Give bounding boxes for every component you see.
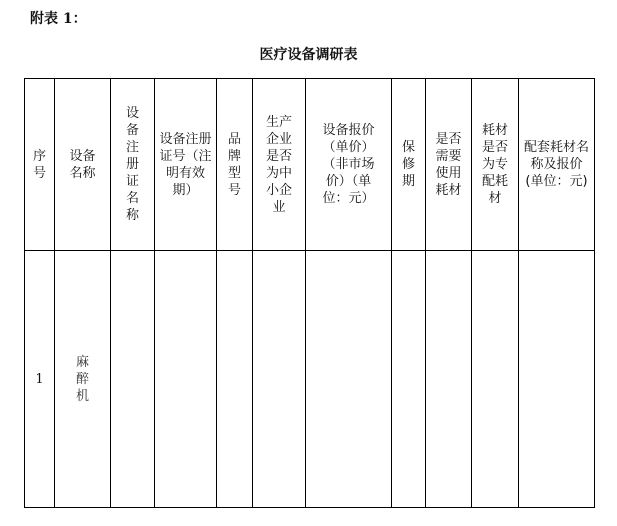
cell-sme[interactable] xyxy=(253,251,306,508)
header-label-sme: 生产企业是否为中小企业 xyxy=(266,114,293,215)
cell-warranty[interactable] xyxy=(392,251,426,508)
header-label-price: 设备报价（单价）（非市场价）（单位：元） xyxy=(322,123,375,206)
header-label-registration-name: 设备注册证名称 xyxy=(126,106,140,223)
header-label-consumables-price: 配套耗材名称及报价(单位：元) xyxy=(523,140,589,189)
cell-needs-consumables[interactable] xyxy=(426,251,472,508)
cell-device-name[interactable] xyxy=(55,251,111,508)
header-label-seq: 序号 xyxy=(33,148,47,181)
header-cell-needs-consumables xyxy=(426,79,472,251)
header-cell-device-name xyxy=(55,79,111,251)
table-header-row xyxy=(25,79,595,251)
cell-consumables-price[interactable] xyxy=(519,251,595,508)
header-label-warranty: 保修期 xyxy=(402,140,416,189)
header-label-dedicated-consumables: 耗材是否为专配耗材 xyxy=(482,123,509,206)
device-name-text: 麻醉机 xyxy=(75,354,89,404)
header-cell-registration-number xyxy=(155,79,217,251)
header-cell-seq xyxy=(25,79,55,251)
cell-brand-model[interactable] xyxy=(217,251,253,508)
cell-registration-name[interactable] xyxy=(111,251,155,508)
header-cell-warranty xyxy=(392,79,426,251)
header-cell-price xyxy=(306,79,392,251)
table-row xyxy=(25,251,595,508)
cell-dedicated-consumables[interactable] xyxy=(472,251,519,508)
header-label-registration-number: 设备注册证号（注明有效期） xyxy=(159,131,212,198)
header-cell-consumables-price xyxy=(519,79,595,251)
header-cell-dedicated-consumables xyxy=(472,79,519,251)
header-label-brand-model: 品牌型号 xyxy=(228,131,242,198)
header-cell-brand-model xyxy=(217,79,253,251)
survey-table xyxy=(24,78,595,508)
header-label-device-name: 设备名称 xyxy=(69,148,96,181)
header-cell-registration-name xyxy=(111,79,155,251)
appendix-label: 附表 1： xyxy=(30,11,87,27)
cell-price[interactable] xyxy=(306,251,392,508)
header-label-needs-consumables: 是否需要使用耗材 xyxy=(435,131,462,198)
header-cell-sme xyxy=(253,79,306,251)
document-title: 医疗设备调研表 xyxy=(259,47,358,63)
cell-seq[interactable]: 1 xyxy=(25,251,55,508)
cell-registration-number[interactable] xyxy=(155,251,217,508)
